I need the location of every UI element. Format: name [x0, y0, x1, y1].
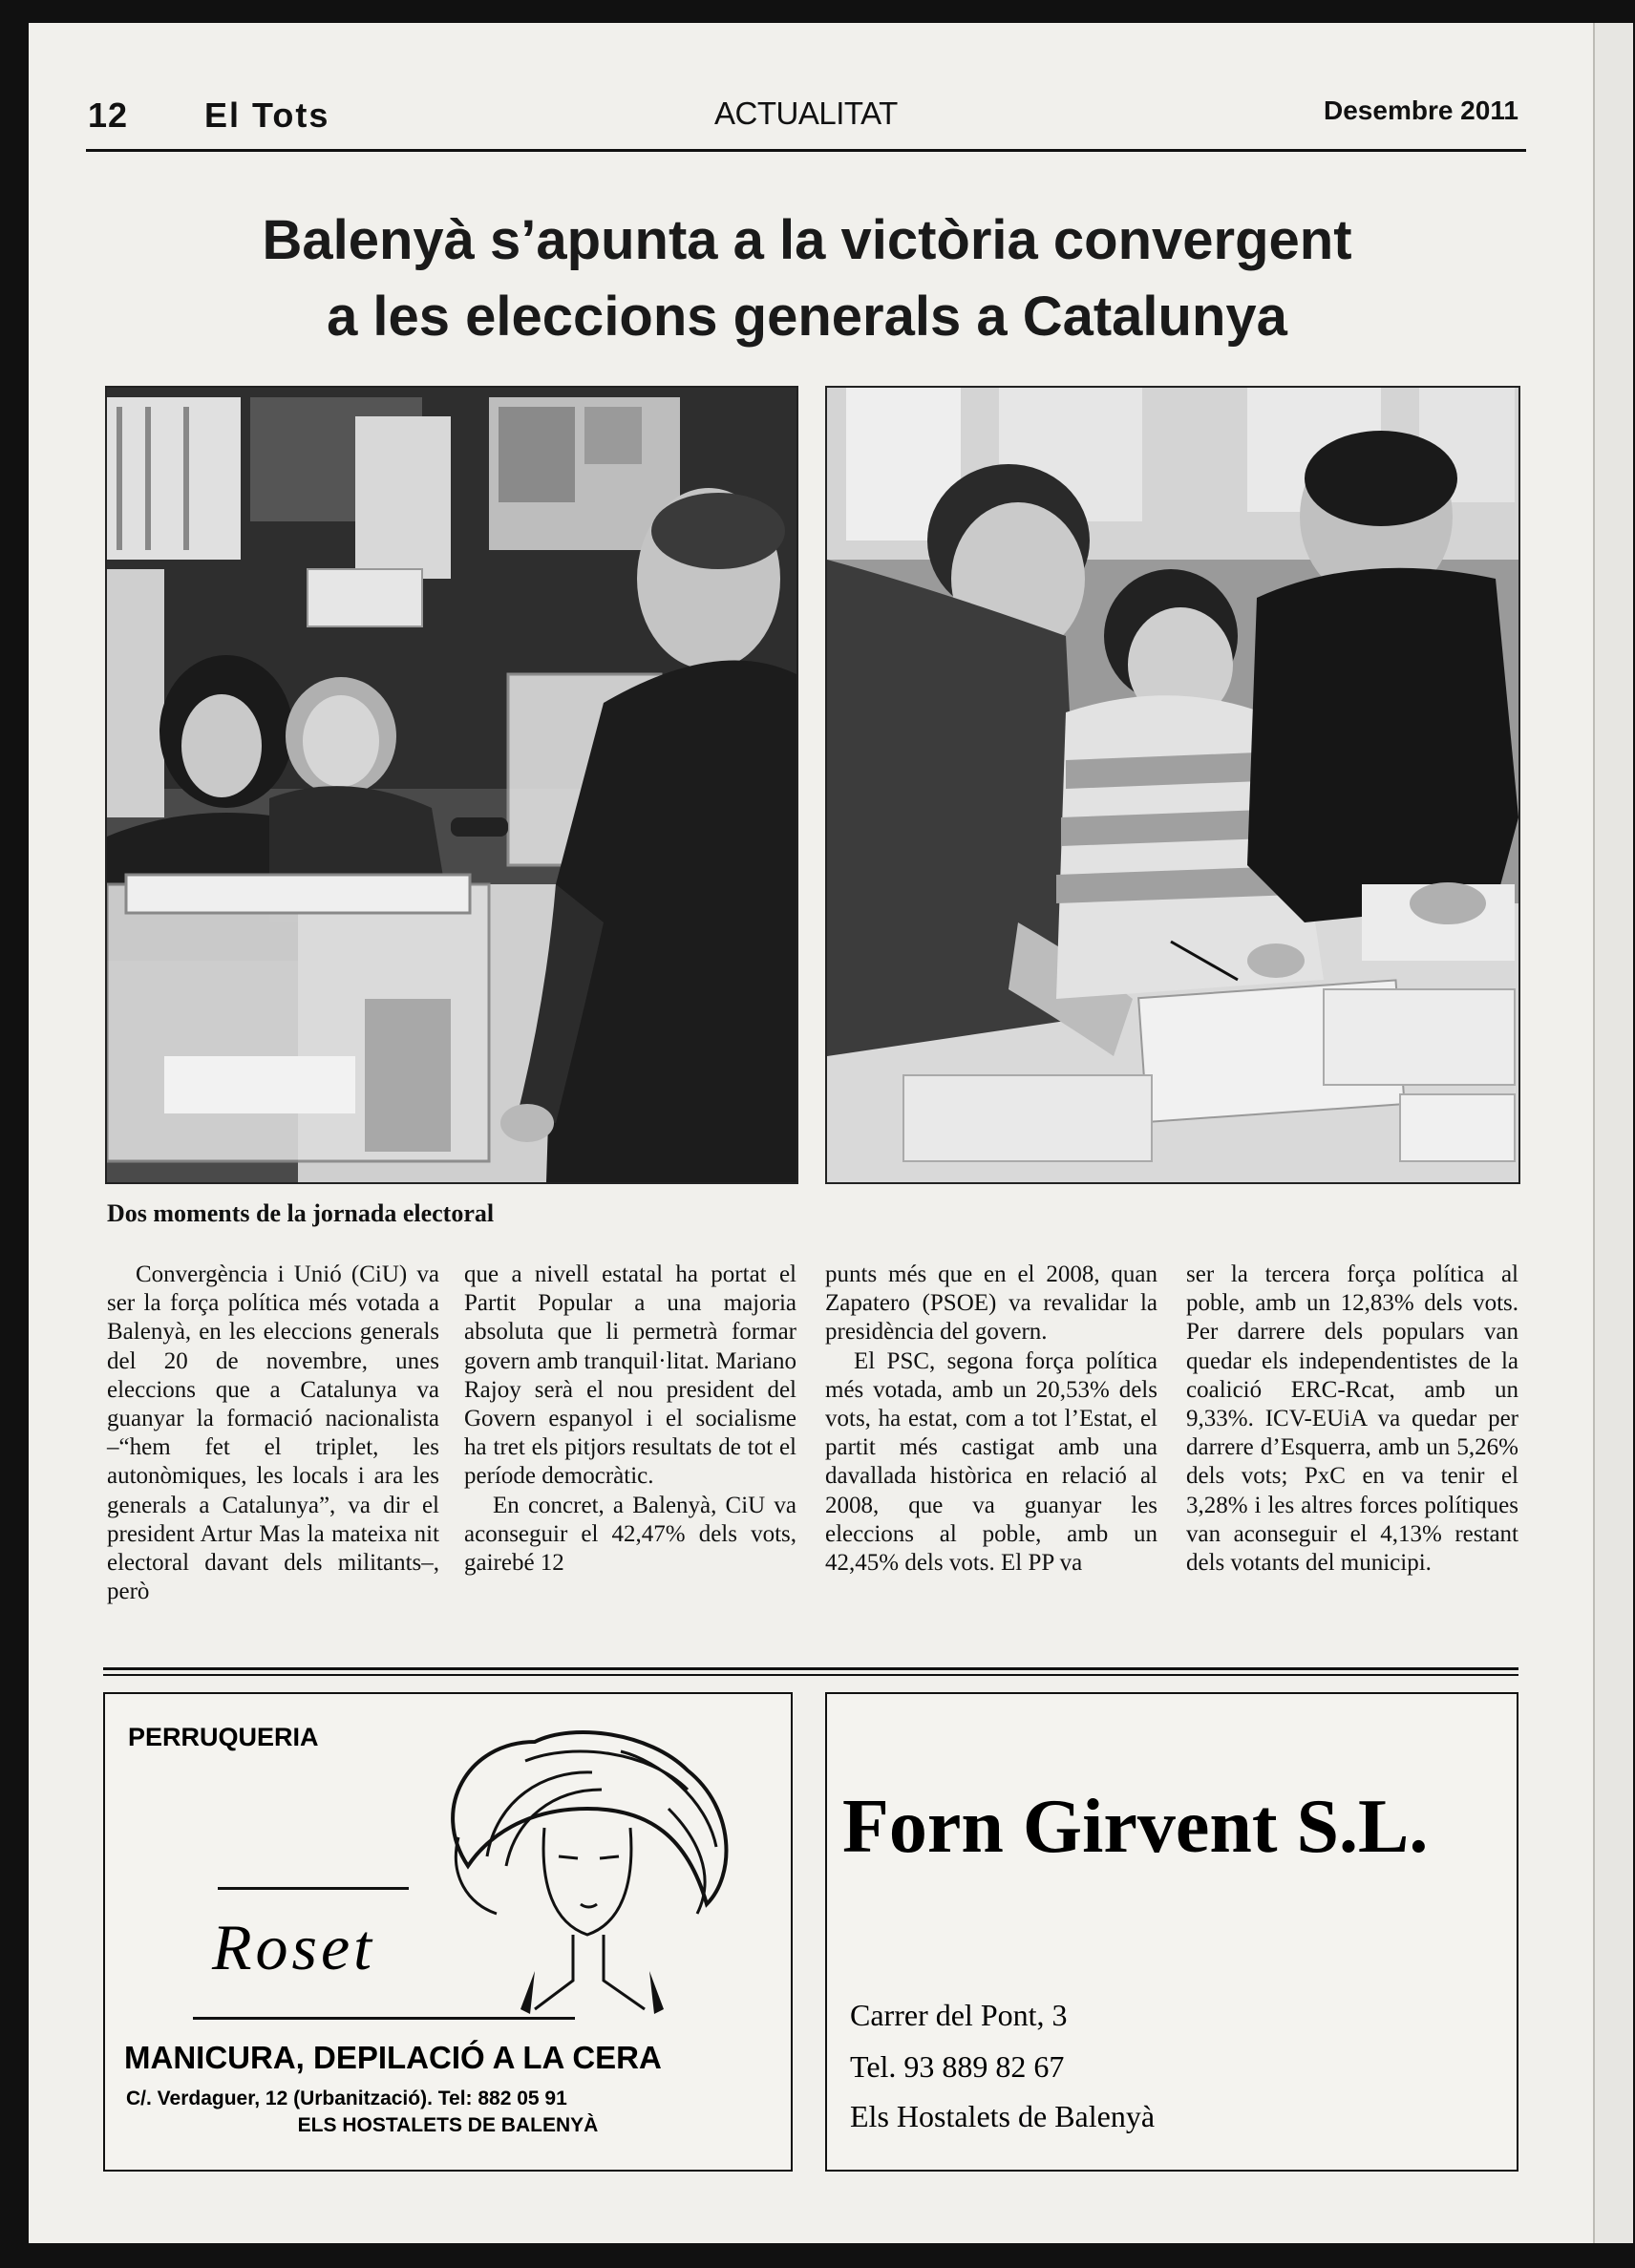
- ad-title: PERRUQUERIA: [128, 1723, 319, 1751]
- ad-forn-girvent: [825, 1692, 1518, 2172]
- photo-voting-table: [105, 386, 798, 1184]
- photo-vote-count: [825, 386, 1520, 1184]
- ad-business-name: Forn Girvent S.L.: [842, 1785, 1429, 1869]
- woman-illustration-icon: [430, 1723, 745, 2028]
- article-headline: [105, 202, 1509, 355]
- paragraph: En concret, a Balenyà, CiU va aconseguir el 42,47% dels vots, gairebé 12: [464, 1492, 796, 1577]
- headline-line-2: a les eleccions generals a Catalunya: [327, 286, 1287, 348]
- paragraph: El PSC, segona força política més votada, amb un 20,53% dels vots, ha estat, com a tot l’Estat, el partit més castigat amb una davallada històrica en relació al 2008, que va guanyar les eleccions al poble, amb un 42,45% dels vots. El PP va: [825, 1347, 1157, 1577]
- ad-rule-top: [218, 1887, 409, 1890]
- ad-town: Els Hostalets de Balenyà: [850, 2099, 1156, 2133]
- paragraph: ser la tercera força política al poble, amb un 12,83% dels vots. Per darrere dels populars van quedar els independentistes de la coalició ERC-Rcat, amb un 9,33%. ICV-EUiA va quedar per darrere d’Esquerra, amb un 5,26% dels vots; PxC en va tenir el 3,28% i les altres forces polítiques van aconseguir el 4,13% restant dels votants del municipi.: [1186, 1261, 1518, 1577]
- paragraph: Convergència i Unió (CiU) va ser la força política més votada a Balenyà, en les eleccions generals del 20 de novembre, unes eleccions que a Catalunya va guanyar la formació nacionalista –“hem fet el triplet, les autonòmiques, les locals i ara les generals a Catalunya”, va dir el president Artur Mas la mateixa nit electoral davant dels militants–, però: [107, 1261, 439, 1605]
- ad-street: Carrer del Pont, 3: [850, 1998, 1068, 2032]
- section-divider: [103, 1667, 1518, 1670]
- photo-voting-table-image: [107, 388, 796, 1182]
- ad-town: ELS HOSTALETS DE BALENYÀ: [297, 2114, 599, 2136]
- ad-address: C/. Verdaguer, 12 (Urbanització). Tel: 882 05 91: [126, 2088, 567, 2109]
- ad-rule-bottom: [193, 2017, 575, 2020]
- headline-line-1: Balenyà s’apunta a la victòria convergent: [262, 209, 1352, 271]
- photo-caption: Dos moments de la jornada electoral: [107, 1199, 495, 1227]
- issue-date: Desembre 2011: [1324, 95, 1518, 125]
- section-title: ACTUALITAT: [714, 95, 898, 131]
- page-number: 12: [88, 95, 129, 135]
- article-column-4: [1186, 1261, 1518, 1578]
- paragraph: que a nivell estatal ha portat el Partit Popular a una majoria absoluta que li permetrà formar govern amb tranquil·litat. Mariano Rajoy serà el nou president del Govern espanyol i el socialisme ha tret els pitjors resultats de tot el període democràtic.: [464, 1261, 796, 1490]
- page-spine: [1593, 23, 1633, 2243]
- header-rule: [86, 149, 1526, 152]
- ad-brand: Roset: [212, 1911, 376, 1983]
- publication-name: El Tots: [204, 95, 330, 135]
- paragraph: punts més que en el 2008, quan Zapatero (PSOE) va revalidar la presidència del govern.: [825, 1261, 1157, 1346]
- section-divider-thin: [103, 1674, 1518, 1676]
- article-column-2: [464, 1261, 796, 1578]
- article-column-1: [107, 1261, 439, 1606]
- article-column-3: [825, 1261, 1157, 1578]
- ad-phone: Tel. 93 889 82 67: [850, 2049, 1065, 2084]
- ad-perruqueria-roset: [103, 1692, 793, 2172]
- ad-services: MANICURA, DEPILACIÓ A LA CERA: [124, 2040, 662, 2075]
- photo-vote-count-image: [827, 388, 1518, 1182]
